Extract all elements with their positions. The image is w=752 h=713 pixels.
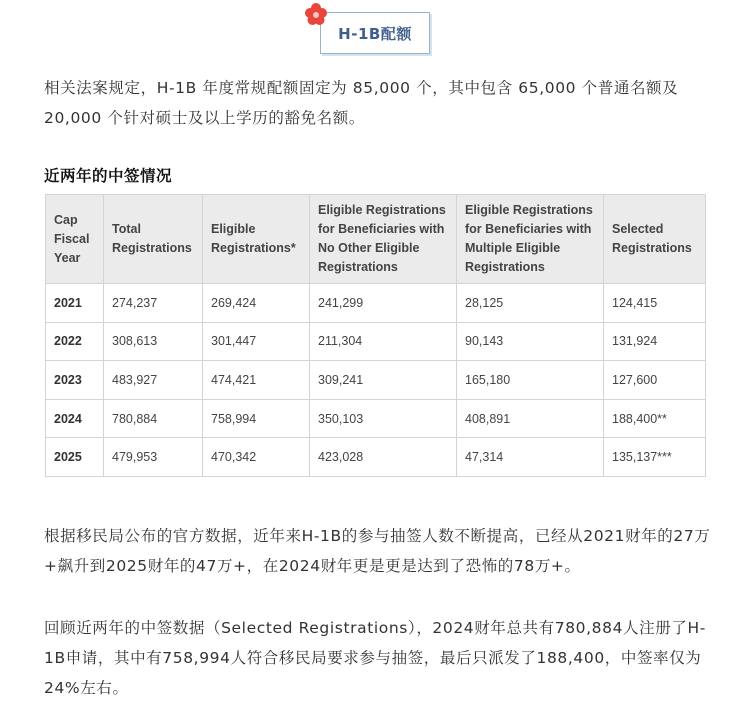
table-cell: 301,447 [203,322,310,361]
table-cell: 2021 [46,284,104,323]
table-cell: 474,421 [203,361,310,400]
table-cell: 479,953 [104,438,203,477]
table-cell: 127,600 [604,361,706,400]
table-cell: 483,927 [104,361,203,400]
column-header: Cap Fiscal Year [46,195,104,284]
section-heading-box [320,12,430,54]
table-row [46,322,706,361]
table-row [46,399,706,438]
table-title: 近两年的中签情况 [44,167,173,185]
table-header-row [46,195,706,284]
column-header: Selected Registrations [604,195,706,284]
table-cell: 2025 [46,438,104,477]
table-cell: 241,299 [310,284,457,323]
table-row [46,361,706,400]
registrations-table [45,194,705,477]
table-cell: 211,304 [310,322,457,361]
table-cell: 423,028 [310,438,457,477]
table-cell: 2024 [46,399,104,438]
table-cell: 124,415 [604,284,706,323]
table-cell: 2023 [46,361,104,400]
table-cell: 350,103 [310,399,457,438]
column-header: Eligible Registrations* [203,195,310,284]
section-heading: H-1B配额 [338,25,412,43]
table-cell: 758,994 [203,399,310,438]
analysis-paragraph: 根据移民局公布的官方数据，近年来H-1B的参与抽签人数不断提高，已经从2021财年的27万+飙升到2025财年的47万+，在2024财年更是更是达到了恐怖的78万+。 [44,527,711,575]
table-cell: 470,342 [203,438,310,477]
table-cell: 274,237 [104,284,203,323]
table-cell: 47,314 [457,438,604,477]
table-row [46,284,706,323]
table-cell: 135,137*** [604,438,706,477]
table-cell: 308,613 [104,322,203,361]
table-cell: 780,884 [104,399,203,438]
intro-paragraph: 相关法案规定，H-1B 年度常规配额固定为 85,000 个，其中包含 65,000 个普通名额及 20,000 个针对硕士及以上学历的豁免名额。 [44,79,679,127]
table-cell: 90,143 [457,322,604,361]
table-cell: 131,924 [604,322,706,361]
table-cell: 408,891 [457,399,604,438]
table-cell: 309,241 [310,361,457,400]
column-header: Eligible Registrations for Beneficiaries with Multiple Eligible Registrations [457,195,604,284]
table-cell: 28,125 [457,284,604,323]
column-header: Eligible Registrations for Beneficiaries with No Other Eligible Registrations [310,195,457,284]
column-header: Total Registrations [104,195,203,284]
table-cell: 165,180 [457,361,604,400]
table-cell: 2022 [46,322,104,361]
table-cell: 269,424 [203,284,310,323]
table-row [46,438,706,477]
selection-rate-paragraph: 回顾近两年的中签数据（Selected Registrations），2024财年总共有780,884人注册了H-1B申请，其中有758,994人符合移民局要求参与抽签，最后只派发了188,400，中签率仅为24%左右。 [44,619,706,697]
table-cell: 188,400** [604,399,706,438]
flower-icon [304,2,328,26]
